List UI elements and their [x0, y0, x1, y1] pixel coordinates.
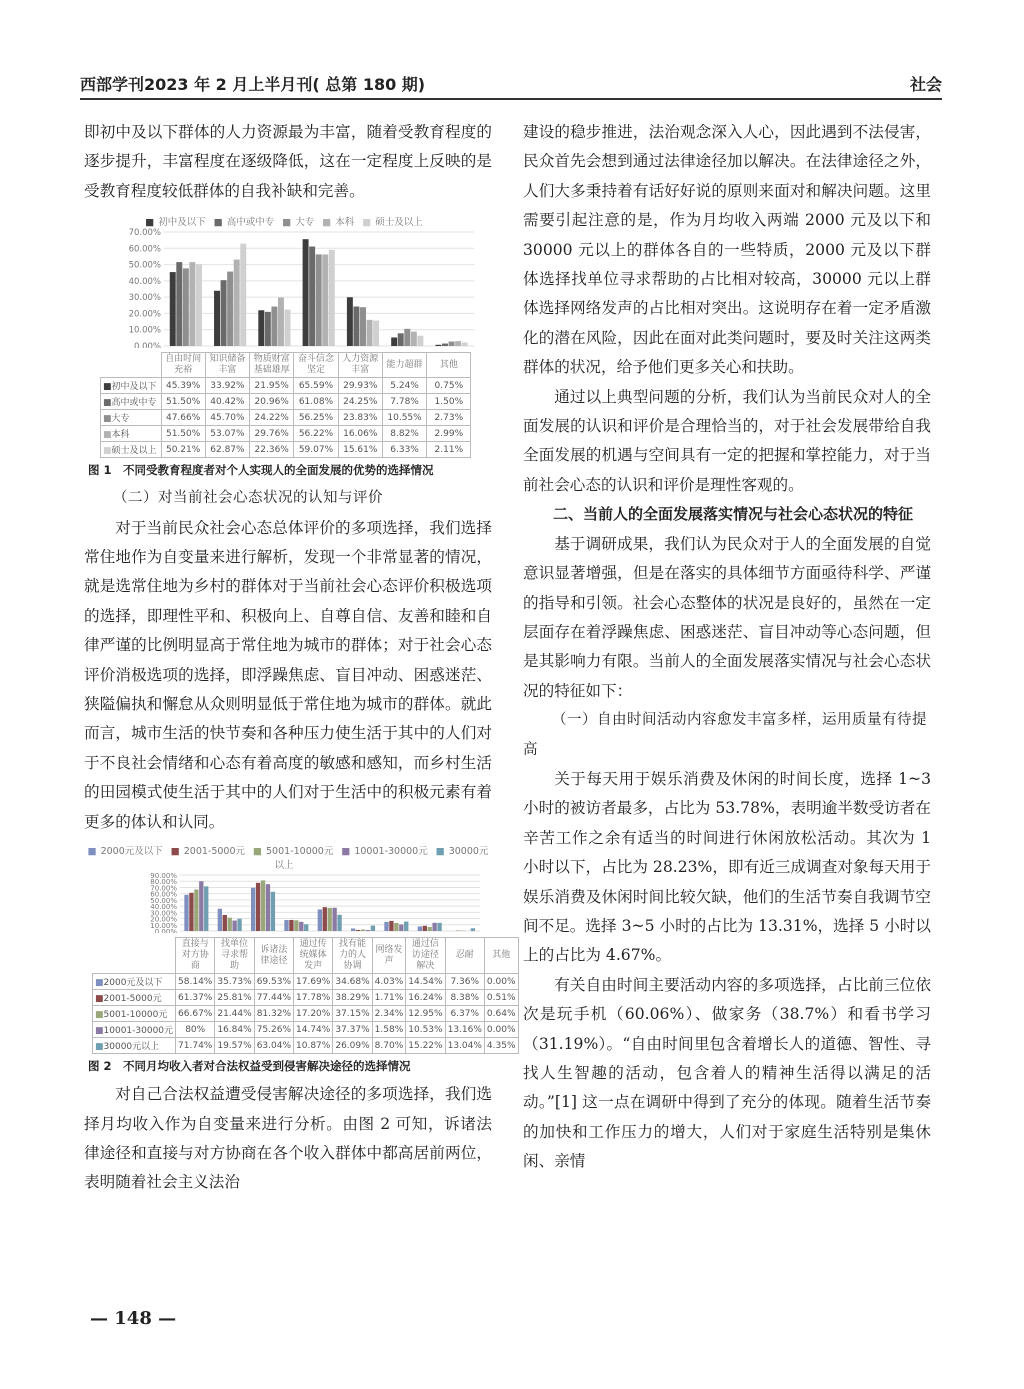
figure-2-caption: 图 2 不同月均收入者对合法权益受到侵害解决途径的选择情况 [88, 1059, 411, 1074]
data-label: 1.50% [427, 394, 471, 410]
legend-item [362, 217, 427, 228]
bar [356, 930, 360, 931]
bar [347, 297, 353, 346]
bar [411, 332, 417, 346]
data-label: 4.35% [484, 1038, 518, 1054]
series-name: 本科 [111, 430, 130, 441]
bar [404, 329, 410, 346]
legend-label: 高中或中专 [226, 217, 275, 229]
figure-1 [84, 214, 492, 458]
series-label [101, 410, 162, 426]
table-row [93, 1038, 519, 1054]
series-label [93, 990, 176, 1006]
series-label [101, 442, 162, 458]
data-label: 2.73% [427, 410, 471, 426]
bar [223, 915, 227, 931]
paragraph: 通过以上典型问题的分析，我们认为当前民众对人的全面发展的认识和评价是合理恰当的，对于社会发展带给自我全面发展的机遇与空间具有一定的把握和掌控能力，对于当前社会心态的认识和评价是理性客观的。 [523, 387, 931, 494]
legend-swatch: ■ [282, 217, 292, 229]
bar [227, 272, 233, 346]
legend-swatch: ■ [435, 846, 445, 858]
data-label: 47.66% [161, 410, 205, 426]
paragraph: 有关自由时间主要活动内容的多项选择，占比前三位依次是玩手机（60.06%）、做家务（38.7%）和看书学习（31.19%）。“自由时间里包含着增长人的道德、智性、寻找人生智趣的活动，包含着人的精神生活得以满足的活动。”[1] 这一点在调研中得到了充分的体现。随着生活节奏的加快和工作压力的增大，人们对于家庭生活特别是集休闲、亲情 [523, 975, 931, 1171]
legend-swatch: ■ [103, 398, 112, 409]
data-label: 40.42% [205, 394, 249, 410]
category-label: 奋斗信念坚定 [294, 353, 338, 378]
data-label: 61.37% [176, 990, 215, 1006]
y-tick-label: 90.00% [150, 872, 177, 881]
y-tick-label: 50.00% [128, 260, 161, 271]
series-name: 高中或中专 [111, 398, 157, 409]
bar [351, 929, 355, 932]
chart-1-plot [84, 228, 492, 348]
data-label: 7.36% [445, 974, 484, 990]
data-label: 71.74% [176, 1038, 215, 1054]
bar [435, 345, 441, 346]
data-label: 29.76% [250, 426, 294, 442]
data-label: 2.99% [427, 426, 471, 442]
legend-item [253, 846, 337, 857]
data-label: 77.44% [254, 990, 293, 1006]
bar [337, 915, 341, 931]
bar [299, 922, 303, 931]
data-label: 16.84% [215, 1022, 254, 1038]
legend-label: 30000元以上 [274, 846, 489, 872]
data-label: 37.15% [333, 1006, 372, 1022]
bar [303, 239, 309, 346]
legend-swatch: ■ [103, 446, 112, 457]
table-corner [93, 938, 176, 974]
bar [189, 893, 193, 931]
bar [353, 307, 359, 346]
bar [237, 919, 241, 931]
category-label: 知识储备丰富 [205, 353, 249, 378]
series-name: 初中及以下 [111, 382, 157, 393]
data-label: 0.00% [484, 1022, 518, 1038]
table-row [93, 1006, 519, 1022]
y-tick-label: 40.00% [128, 277, 161, 288]
legend-swatch: ■ [103, 414, 112, 425]
chart-legend [84, 214, 492, 228]
y-tick-label: 70.00% [128, 228, 161, 239]
bar [256, 883, 260, 931]
legend-swatch: ■ [341, 846, 351, 858]
bar [240, 244, 246, 346]
bar [442, 344, 448, 346]
data-label: 8.70% [372, 1038, 406, 1054]
data-label: 56.25% [294, 410, 338, 426]
legend-item [282, 217, 318, 228]
data-label: 0.64% [484, 1006, 518, 1022]
bar [278, 298, 284, 346]
data-label: 8.38% [445, 990, 484, 1006]
bar [471, 928, 475, 931]
category-label: 通过传统媒体发声 [294, 938, 333, 974]
data-label: 35.73% [215, 974, 254, 990]
bar [266, 884, 270, 931]
legend-label: 2001-5000元 [183, 846, 246, 858]
bar [449, 342, 455, 346]
y-tick-label: 30.00% [128, 293, 161, 304]
legend-swatch: ■ [103, 382, 112, 393]
data-label: 51.50% [161, 426, 205, 442]
bar [332, 908, 336, 931]
bar [199, 881, 203, 931]
bar [373, 321, 379, 346]
legend-item [214, 217, 279, 228]
legend-label: 10001-30000元 [354, 846, 428, 858]
table-row [101, 410, 471, 426]
bar [404, 922, 408, 931]
chart-legend [84, 843, 492, 871]
data-label: 10.55% [382, 410, 426, 426]
subsection-heading: （一）自由时间活动内容愈发丰富多样，运用质量有待提高 [523, 712, 927, 758]
data-label: 0.75% [427, 378, 471, 394]
data-label: 13.04% [445, 1038, 484, 1054]
data-label: 2.34% [372, 1006, 406, 1022]
category-label: 自由时间充裕 [161, 353, 205, 378]
data-label: 21.95% [250, 378, 294, 394]
bar [232, 921, 236, 931]
data-label: 17.69% [294, 974, 333, 990]
data-label: 15.61% [338, 442, 382, 458]
bar [258, 310, 264, 346]
series-label [93, 1006, 176, 1022]
bar [183, 269, 189, 347]
bar [285, 310, 291, 346]
data-label: 2.11% [427, 442, 471, 458]
data-label: 10.87% [294, 1038, 333, 1054]
data-label: 38.29% [333, 990, 372, 1006]
bar [389, 921, 393, 931]
data-label: 62.87% [205, 442, 249, 458]
legend-item [88, 846, 167, 857]
bar [304, 924, 308, 931]
legend-swatch: ■ [322, 217, 332, 229]
legend-swatch: ■ [213, 217, 223, 229]
bar [309, 247, 315, 346]
paragraph: 关于每天用于娱乐消费及休闲的时间长度，选择 1~3 小时的被访者最多，占比为 53.78%，表明逾半数受访者在辛苦工作之余有适当的时间进行休闲放松活动。其次为 1 小时以下，占比为 28.23%，即有近三成调查对象每天用于娱乐消费及休闲时间比较欠缺，他们的生活节奏自我调节空间不足。选择 3~5 小时的占比为 13.31%，选择 5 小时以上的占比为 4.67%。 [523, 769, 931, 965]
data-label: 50.21% [161, 442, 205, 458]
bar [428, 927, 432, 931]
y-tick-label: 60.00% [150, 890, 177, 899]
bar [251, 888, 255, 931]
series-name: 硕士及以上 [111, 446, 157, 457]
legend-item [171, 846, 249, 857]
page-number: — 148 — [90, 1308, 177, 1329]
data-label: 5.24% [382, 378, 426, 394]
bar [318, 910, 322, 932]
data-label: 61.08% [294, 394, 338, 410]
y-tick-label: 0.00% [154, 928, 177, 934]
paragraph: 基于调研成果，我们认为民众对于人的全面发展的自觉意识显著增强，但是在落实的具体细节方面亟待科学、严谨的指导和引领。社会心态整体的状况是良好的，虽然在一定层面存在着浮躁焦虑、困惑迷茫、盲目冲动等心态问题，但是其影响力有限。当前人的全面发展落实情况与社会心态状况的特征如下： [523, 534, 931, 700]
y-tick-label: 10.00% [150, 921, 177, 930]
category-label: 人力资源丰富 [338, 353, 382, 378]
series-name: 大专 [111, 414, 130, 425]
chart-2-data-table [92, 937, 519, 1054]
bar [455, 341, 461, 346]
bar [214, 291, 220, 346]
y-tick-label: 40.00% [150, 903, 177, 912]
y-tick-label: 30.00% [150, 909, 177, 918]
legend-item [341, 846, 431, 857]
data-label: 16.06% [338, 426, 382, 442]
data-label: 17.78% [294, 990, 333, 1006]
table-row [101, 378, 471, 394]
bar [176, 262, 182, 346]
bar [323, 907, 327, 931]
table-row [101, 442, 471, 458]
category-label: 诉诸法律途径 [254, 938, 293, 974]
data-label: 8.82% [382, 426, 426, 442]
bar [432, 923, 436, 931]
chart-1-data-table [100, 352, 471, 458]
bar [271, 892, 275, 931]
data-label: 10.53% [406, 1022, 445, 1038]
data-label: 16.24% [406, 990, 445, 1006]
y-tick-label: 70.00% [150, 884, 177, 893]
data-label: 59.07% [294, 442, 338, 458]
bar [221, 280, 227, 346]
series-name: 10001-30000元 [103, 1026, 174, 1037]
legend-label: 本科 [335, 217, 355, 229]
category-label: 其他 [427, 353, 471, 378]
data-label: 45.70% [205, 410, 249, 426]
data-label: 56.22% [294, 426, 338, 442]
table-row [93, 1022, 519, 1038]
section-heading: 二、当前人的全面发展落实情况与社会心态状况的特征 [553, 505, 914, 524]
legend-swatch: ■ [95, 978, 104, 989]
bar [328, 908, 332, 931]
legend-swatch: ■ [170, 846, 180, 858]
category-label: 直接与对方协商 [176, 938, 215, 974]
data-label: 24.25% [338, 394, 382, 410]
data-label: 22.36% [250, 442, 294, 458]
bar [294, 920, 298, 931]
legend-label: 大专 [295, 217, 315, 229]
y-tick-label: 80.00% [150, 878, 177, 887]
series-label [101, 378, 162, 394]
series-name: 2000元及以下 [103, 978, 163, 989]
section-name: 社会 [909, 75, 942, 94]
y-tick-label: 60.00% [128, 244, 161, 255]
bar [417, 336, 423, 346]
bar [261, 880, 265, 931]
bar [194, 890, 198, 931]
data-label: 14.54% [406, 974, 445, 990]
data-label: 34.68% [333, 974, 372, 990]
paragraph: 即初中及以下群体的人力资源最为丰富，随着受教育程度的逐步提升，丰富程度在逐级降低，这在一定程度上反映的是受教育程度较低群体的自我补缺和完善。 [84, 123, 492, 200]
data-label: 12.95% [406, 1006, 445, 1022]
bar [366, 930, 370, 931]
data-label: 0.51% [484, 990, 518, 1006]
bar [361, 930, 365, 931]
data-label: 58.14% [176, 974, 215, 990]
bar [329, 250, 335, 346]
category-label: 物质财富基础雄厚 [250, 353, 294, 378]
data-label: 4.03% [372, 974, 406, 990]
series-name: 30000元以上 [103, 1042, 160, 1053]
bar [462, 343, 468, 346]
legend-swatch: ■ [95, 1026, 104, 1037]
bar [423, 926, 427, 931]
series-label [93, 1038, 176, 1054]
data-label: 45.39% [161, 378, 205, 394]
y-tick-label: 20.00% [128, 309, 161, 320]
data-label: 69.53% [254, 974, 293, 990]
y-tick-label: 10.00% [128, 325, 161, 336]
series-label [101, 394, 162, 410]
bar [437, 923, 441, 931]
bar [218, 909, 222, 931]
data-label: 63.04% [254, 1038, 293, 1054]
data-label: 24.22% [250, 410, 294, 426]
legend-swatch: ■ [253, 846, 263, 858]
data-label: 51.50% [161, 394, 205, 410]
table-row [93, 990, 519, 1006]
journal-title: 西部学刊2023 年 2 月上半月刊( 总第 180 期) [80, 75, 426, 94]
right-column [523, 118, 931, 1177]
data-label: 37.37% [333, 1022, 372, 1038]
legend-item [322, 217, 358, 228]
bar [228, 918, 232, 931]
legend-label: 2000元及以下 [100, 846, 163, 858]
legend-swatch: ■ [95, 994, 104, 1005]
table-row [101, 426, 471, 442]
legend-swatch: ■ [145, 217, 155, 229]
bar [360, 307, 366, 346]
data-label: 7.78% [382, 394, 426, 410]
data-label: 0.00% [484, 974, 518, 990]
y-tick-label: 20.00% [150, 915, 177, 924]
bar [316, 255, 322, 347]
data-label: 20.96% [250, 394, 294, 410]
data-label: 6.37% [445, 1006, 484, 1022]
data-label: 23.83% [338, 410, 382, 426]
bar [189, 262, 195, 346]
y-tick-label: 50.00% [150, 896, 177, 905]
bar [184, 895, 188, 931]
data-label: 81.32% [254, 1006, 293, 1022]
legend-swatch: ■ [103, 430, 112, 441]
data-label: 1.58% [372, 1022, 406, 1038]
bar [271, 307, 277, 346]
subsection-heading: （二）对当前社会心态状况的认知与评价 [113, 490, 383, 507]
table-row [101, 394, 471, 410]
data-label: 65.59% [294, 378, 338, 394]
table-row [93, 974, 519, 990]
legend-label: 5001-10000元 [266, 846, 334, 858]
page-header [80, 70, 942, 98]
bar [196, 264, 202, 346]
series-name: 2001-5000元 [103, 994, 162, 1005]
figure-1-caption: 图 1 不同受教育程度者对个人实现人的全面发展的优势的选择情况 [88, 463, 434, 478]
series-label [101, 426, 162, 442]
bar [384, 922, 388, 931]
data-label: 53.07% [205, 426, 249, 442]
bar [284, 920, 288, 931]
data-label: 19.57% [215, 1038, 254, 1054]
header-rule [80, 98, 942, 100]
data-label: 15.22% [406, 1038, 445, 1054]
bar [371, 926, 375, 931]
legend-swatch: ■ [95, 1010, 104, 1021]
bar [170, 272, 176, 346]
series-label [93, 1022, 176, 1038]
legend-swatch: ■ [87, 846, 97, 858]
data-label: 1.71% [372, 990, 406, 1006]
data-label: 21.44% [215, 1006, 254, 1022]
series-label [93, 974, 176, 990]
data-label: 14.74% [294, 1022, 333, 1038]
category-label: 其他 [484, 938, 518, 974]
paragraph: 对于当前民众社会心态总体评价的多项选择，我们选择常住地作为自变量来进行解析，发现一个非常显著的情况，就是选常住地为乡村的群体对于当前社会心态评价积极选项的选择，即理性平和、积极向上、自尊自信、友善和睦和自律严谨的比例明显高于常住地为城市的群体；对于社会心态评价消极选项的选择，即浮躁焦虑、盲目冲动、困惑迷茫、狭隘偏执和懈怠从众则明显低于常住地为城市的群体。就此而言，城市生活的快节奏和各种压力使生活于其中的人们对于不良社会情绪和心态有着高度的敏感和感知，而乡村生活的田园模式使生活于其中的人们对于生活中的积极元素有着更多的体认和认同。 [84, 518, 492, 831]
bar [391, 338, 397, 347]
legend-label: 初中及以下 [158, 217, 206, 229]
legend-swatch: ■ [362, 217, 372, 229]
legend-item [145, 217, 210, 228]
legend-swatch: ■ [95, 1042, 104, 1053]
series-name: 5001-10000元 [103, 1010, 168, 1021]
bar [289, 920, 293, 931]
paragraph: 建设的稳步推进，法治观念深入人心，因此遇到不法侵害，民众首先会想到通过法律途径加以解决。在法律途径之外，人们大多秉持着有话好好说的原则来面对和解决问题。这里需要引起注意的是，作为月均收入两端 2000 元及以下和 30000 元以上的群体各自的一些特质，2000 元及以下群体选择找单位寻求帮助的占比相对较高，30000 元以上群体选择网络发声的占比相对突出。这说明存在着一定矛盾激化的潜在风险，因此在面对此类问题时，要及时关注这两类群体的状况，给予他们更多关心和扶助。 [523, 123, 931, 377]
bar [367, 320, 373, 346]
bar [265, 312, 271, 346]
data-label: 33.92% [205, 378, 249, 394]
bar [234, 260, 240, 346]
bar [322, 255, 328, 347]
y-tick-label: 0.00% [133, 342, 161, 349]
bar [398, 334, 404, 347]
data-label: 80% [176, 1022, 215, 1038]
paragraph: 对自己合法权益遭受侵害解决途径的多项选择，我们选择月均收入作为自变量来进行分析。由图 2 可知，诉诸法律途径和直接与对方协商在各个收入群体中都高居前两位，表明随着社会主义法治 [84, 1085, 492, 1192]
bar [399, 925, 403, 932]
category-label: 通过信访途径解决 [406, 938, 445, 974]
data-label: 25.81% [215, 990, 254, 1006]
data-label: 17.20% [294, 1006, 333, 1022]
category-label: 找有能力的人协调 [333, 938, 372, 974]
chart-2-plot [84, 871, 492, 933]
category-label: 能力超群 [382, 353, 426, 378]
left-column [84, 118, 516, 1198]
legend-label: 硕士及以上 [375, 217, 423, 229]
data-label: 26.09% [333, 1038, 372, 1054]
figure-2 [84, 843, 516, 1054]
category-label: 找单位寻求帮助 [215, 938, 254, 974]
bar [394, 923, 398, 931]
data-label: 66.67% [176, 1006, 215, 1022]
bar [418, 927, 422, 932]
data-label: 13.16% [445, 1022, 484, 1038]
bar [204, 886, 208, 931]
table-corner [101, 353, 162, 378]
category-label: 网络发声 [372, 938, 406, 974]
category-label: 忍耐 [445, 938, 484, 974]
data-label: 29.93% [338, 378, 382, 394]
data-label: 75.26% [254, 1022, 293, 1038]
data-label: 6.33% [382, 442, 426, 458]
